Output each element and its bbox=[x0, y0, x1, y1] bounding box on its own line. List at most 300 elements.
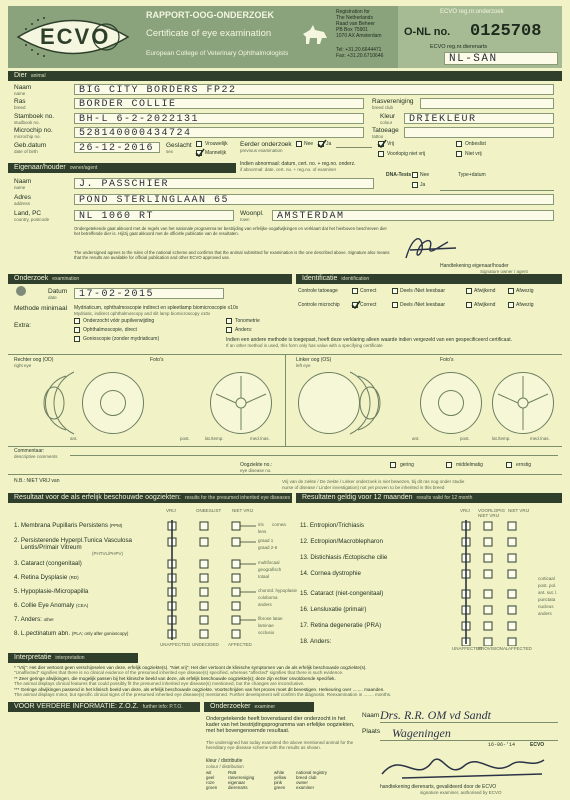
left-foot-unaffected: UNAFFECTED bbox=[160, 642, 191, 647]
right-row-15-name: Cataract (niet-congenitaal) bbox=[310, 590, 384, 597]
tat-afwezig-checkbox[interactable] bbox=[508, 288, 514, 294]
reg-line-2: Raad van Beheer bbox=[336, 21, 375, 27]
left-nv-cell-5 bbox=[232, 588, 240, 596]
section-examiner bbox=[204, 702, 314, 712]
dist-3-b: dierenarts bbox=[228, 785, 248, 790]
tat-afwijkend-label: Afwijkend bbox=[474, 288, 496, 294]
left-row-5-no: 5. bbox=[14, 588, 20, 595]
previous-no-label: Nee bbox=[304, 141, 314, 147]
right-col-voorlopig: VOORLOPIG NIET VRIJ bbox=[478, 508, 506, 518]
right-row-17 bbox=[300, 622, 381, 629]
middel-label: middelmatig bbox=[456, 462, 483, 468]
previous-no-checkbox[interactable] bbox=[296, 141, 302, 147]
os-fundus-vessels-icon bbox=[492, 372, 554, 434]
left-sub-geografisch: geografisch bbox=[258, 567, 282, 572]
rasvereniging-label: Rasvereniging bbox=[372, 98, 414, 105]
tonometrie-label: Tonometrie bbox=[235, 318, 260, 324]
right-vnv-cell-17 bbox=[484, 622, 492, 630]
chip-deels-label: Deels /Niet leesbaar bbox=[400, 302, 446, 308]
geslacht-sub: sex bbox=[166, 149, 174, 154]
right-vnv-cell-15 bbox=[484, 590, 492, 598]
further-info-nl: VOOR VERDERE INFORMATIE: Z.O.Z. bbox=[14, 703, 139, 710]
naam-sub: name bbox=[14, 91, 26, 96]
breed-club-field[interactable] bbox=[420, 98, 554, 109]
nb-label: N.B.: NIET VRIJ van bbox=[14, 478, 60, 484]
left-row-1 bbox=[14, 522, 122, 529]
nb-text-en: nurse of disease / Linder investigation) not yet proven to be inherited in this breed bbox=[282, 485, 445, 490]
dna-label: DNA-Tests bbox=[386, 172, 412, 178]
od-lens-profile-icon bbox=[14, 368, 84, 438]
left-row-8-name: L.pectinatum abn. bbox=[20, 630, 71, 637]
right-col-nietvrij: NIET VRIJ bbox=[508, 508, 530, 513]
extra-0-label: Onderzocht vóór pupilverwijding bbox=[83, 318, 155, 324]
comment-line-2 bbox=[8, 474, 562, 475]
tat-correct-checkbox[interactable] bbox=[352, 288, 358, 294]
commentaar-label: Commentaar: bbox=[14, 448, 45, 454]
left-row-7 bbox=[14, 616, 54, 623]
tat-afwijkend-checkbox[interactable] bbox=[466, 288, 472, 294]
methode-label: Methode minimaal bbox=[14, 305, 68, 312]
ecvo-vet-label: ECVO reg.nr.dierenarts bbox=[430, 44, 488, 50]
interp-line-1: "Unaffected" signifies that there is no clinical evidence of the presumed inherited eye disease(s) specified, whereas "affected" signifies that there is such evidence. bbox=[14, 670, 344, 676]
left-row-7-no: 7. bbox=[14, 616, 20, 623]
right-vnv-cell-13 bbox=[484, 554, 492, 562]
left-foot-affected: AFFECTED bbox=[228, 642, 252, 647]
right-row-16-no: 16. bbox=[300, 606, 309, 613]
section-owner-title: Eigenaar/houder bbox=[14, 164, 66, 171]
onbeslist-label: Onbeslist bbox=[465, 141, 486, 147]
female-checkbox[interactable] bbox=[196, 141, 202, 147]
section-ident bbox=[296, 274, 562, 284]
examiner-signature-icon bbox=[372, 744, 552, 788]
type-datum-label: Type+datum bbox=[458, 172, 486, 178]
owner-naam-label: Naam bbox=[14, 178, 32, 185]
examiner-name: Drs. R.R. OM vd Sandt bbox=[380, 708, 491, 722]
od-sub: right eye bbox=[14, 363, 32, 368]
dist-2-c: pink bbox=[274, 780, 283, 785]
results-right-title: Resultaten geldig voor 12 maanden bbox=[302, 494, 413, 501]
section-exam bbox=[8, 274, 292, 284]
left-col-onbeslist: ONBESLIST bbox=[196, 508, 222, 513]
footer-further-info bbox=[8, 702, 200, 712]
title-nl: RAPPORT-OOG-ONDERZOEK bbox=[146, 10, 275, 20]
kleur-label: Kleur bbox=[380, 113, 396, 120]
ecvo-vet-field[interactable]: NL-SAN bbox=[444, 52, 558, 65]
section-dier-title: Dier bbox=[14, 72, 27, 79]
org-en: European College of Veterinary Ophthalmologists bbox=[146, 50, 289, 57]
stamboek-label: Stamboek no. bbox=[14, 113, 55, 120]
colour-field[interactable]: DRIEKLEUR bbox=[404, 113, 554, 124]
right-row-14 bbox=[300, 570, 361, 577]
left-row-2-name: Persisterende Hyperpl.Tunica Vasculosa Lentis/Primair Vitreum bbox=[20, 537, 132, 551]
dob-field[interactable]: 26-12-2016 bbox=[74, 142, 160, 153]
breed-field[interactable]: BORDER COLLIE bbox=[74, 98, 364, 109]
right-results-grid bbox=[458, 516, 528, 646]
tonometrie-checkbox[interactable] bbox=[226, 318, 232, 324]
right-row-15-no: 15. bbox=[300, 590, 309, 597]
oogziekte-label: Oogziekte no.: bbox=[240, 462, 273, 468]
tattoo-field[interactable] bbox=[404, 127, 554, 138]
ernstig-label: ernstig bbox=[516, 462, 532, 468]
os-sub: left eye bbox=[296, 363, 311, 368]
woonpl-sub: town bbox=[240, 217, 250, 222]
left-row-2 bbox=[14, 537, 141, 551]
right-row-17-name: Retina degeneratie (PRA) bbox=[310, 622, 382, 629]
animal-name-field[interactable]: BIG CITY BORDERS FP22 bbox=[74, 84, 554, 95]
left-row-5-name: Hypoplasie-/Micropapilla bbox=[20, 588, 89, 595]
examiner-name-line bbox=[380, 722, 558, 723]
left-row-2-abbr: (PHTVL/PHPV) bbox=[92, 551, 124, 556]
examiner-en: examiner bbox=[254, 704, 276, 710]
os-front-pupil bbox=[438, 390, 464, 416]
left-row-5 bbox=[14, 588, 88, 595]
dist-3-c: green bbox=[274, 785, 286, 790]
section-exam-en: examination bbox=[52, 276, 80, 282]
datum-sub: date bbox=[48, 295, 57, 300]
owner-name-field[interactable]: J. PASSCHIER bbox=[74, 178, 374, 189]
right-row-12-name: Ectropion/Macroblepharon bbox=[310, 538, 383, 545]
chip-correct-label: Correct bbox=[360, 302, 377, 308]
os-ant: ant. bbox=[412, 436, 420, 441]
reg-line-0: Registration for bbox=[336, 9, 370, 15]
reg-line-4: 1070 AX Amsterdam bbox=[336, 33, 382, 39]
od-lat: lat./temp. bbox=[205, 436, 224, 441]
distribution-table bbox=[206, 770, 327, 790]
microchip-field[interactable]: 528140000434724 bbox=[74, 127, 364, 138]
regnr-label: ECVO reg.nr.onderzoek bbox=[440, 9, 504, 15]
controle-chip-label: Controle microchip bbox=[298, 302, 340, 308]
right-vnv-cell-18 bbox=[484, 638, 492, 646]
left-row-8 bbox=[14, 630, 128, 637]
nietvrij-label: Niet vrij bbox=[465, 151, 482, 157]
right-row-11 bbox=[300, 522, 364, 529]
eye-divider bbox=[285, 354, 286, 446]
left-sub-occlusio: occlusio bbox=[258, 630, 275, 635]
previous-line bbox=[336, 147, 372, 148]
extra-2-label: Gonioscopie (zonder mydriaticum) bbox=[83, 336, 160, 342]
dna-no-checkbox[interactable] bbox=[412, 172, 418, 178]
left-sub-lens: lens bbox=[258, 529, 267, 534]
right-foot-provisional: PROVISIONAL bbox=[478, 646, 509, 651]
right-row-13 bbox=[300, 554, 387, 561]
dna-yes-label: Ja bbox=[420, 182, 426, 188]
right-row-12-no: 12. bbox=[300, 538, 309, 545]
right-row-11-no: 11. bbox=[300, 522, 309, 529]
microchip-label: Microchip no. bbox=[14, 127, 53, 134]
dog-icon bbox=[300, 22, 330, 46]
andere-methode-en: If an other method is used, this form only has value with a specifying certificate bbox=[226, 343, 383, 348]
os-post: post. bbox=[460, 436, 470, 441]
title-en: Certificate of eye examination bbox=[146, 28, 272, 39]
right-vnv-cell-12 bbox=[484, 538, 492, 546]
left-row-3 bbox=[14, 560, 82, 567]
interpretation-text bbox=[14, 665, 562, 697]
od-label: Rechter oog (OD) bbox=[14, 357, 54, 363]
eerder-label: Eerder onderzoek bbox=[240, 141, 292, 148]
examiner-statement-en: The undersigned has today examined the above mentioned animal for the hereditary eye disease scheme with the results as shown. bbox=[206, 740, 354, 751]
right-row-11-name: Entropion/Trichiasis bbox=[309, 522, 364, 529]
right-vnv-cell-11 bbox=[484, 522, 492, 530]
dna-yes-checkbox[interactable] bbox=[412, 182, 418, 188]
left-sub-laminae: laminae bbox=[258, 623, 274, 628]
stamp-ecvo: ECVO bbox=[530, 742, 545, 748]
oogziekte-sub: eye disease no. bbox=[240, 468, 272, 473]
section-ident-en: identification bbox=[341, 276, 370, 282]
owner-signature-label: Handtekening eigenaar/houder bbox=[440, 263, 509, 269]
kleur-dist-label: kleur / distributie bbox=[206, 758, 243, 764]
right-nv-cell-11 bbox=[508, 522, 516, 530]
right-row-12 bbox=[300, 538, 383, 545]
methode-text-en: Mydriatic, indirect ophthalmoscopy and slit lamp biomicroscopy x10x bbox=[74, 311, 211, 316]
section-ident-title: Identificatie bbox=[302, 275, 338, 282]
abnormaal-label: Indien abnormaal: datum, cert. no. + reg.no. onderz. bbox=[240, 161, 356, 167]
od-ant: ant. bbox=[70, 436, 78, 441]
geb-label: Geb.datum bbox=[14, 142, 47, 149]
chip-deels-checkbox[interactable] bbox=[392, 302, 398, 308]
left-sub-coloboma: coloboma bbox=[258, 595, 278, 600]
section-results-right bbox=[296, 493, 562, 503]
left-row-4 bbox=[14, 574, 79, 581]
female-label: Vrouwelijk bbox=[205, 141, 228, 147]
examiner-place: Wageningen bbox=[392, 726, 451, 740]
male-label: Mannelijk bbox=[205, 150, 227, 156]
tat-deels-label: Deels /Niet leesbaar bbox=[400, 288, 446, 294]
regnr-value: 0125708 bbox=[470, 22, 542, 41]
anders-label: Anders: bbox=[235, 327, 253, 333]
left-nv-cell-4 bbox=[232, 574, 240, 582]
interpretation-en: interpretation bbox=[55, 655, 85, 661]
dna-line bbox=[440, 190, 554, 191]
abnormaal-sub: if abnormal: date, cert. no. + reg.no. of examiner bbox=[240, 167, 337, 172]
left-onb-cell-4 bbox=[200, 574, 208, 582]
right-row-16 bbox=[300, 606, 366, 613]
rasvereniging-sub: breed club bbox=[372, 105, 394, 110]
chip-afwezig-label: Afwezig bbox=[516, 302, 534, 308]
interp-line-3: The animal displays clinical features that could possibly fit the presumed inherited eye disease(s) mentioned, but the changes are inconclusive. bbox=[14, 681, 305, 687]
voorlopig-checkbox[interactable] bbox=[378, 151, 384, 157]
dist-1-d: breed club bbox=[296, 775, 317, 780]
left-sub-cornea: cornea bbox=[272, 522, 286, 527]
consent-nl: Ondergetekende gaat akkoord met de regels van het nationale programma ter bestrijding van erfelijke oogafwijkingen en verklaart dat het hierboven beschreven dier het betreffende dier is. Hij/zij gaat akkoord met de officiële publicatie van de resultaten. bbox=[74, 226, 387, 236]
ras-sub: breed bbox=[14, 105, 26, 110]
right-vnv-cell-14 bbox=[484, 570, 492, 578]
right-col-vrij: VRIJ bbox=[460, 508, 470, 513]
left-sub-fibrose: fibrose latae bbox=[258, 616, 283, 621]
examiner-place-line bbox=[380, 740, 558, 741]
reg-line-3: PB Box 75901 bbox=[336, 27, 368, 33]
eye-section-bottom bbox=[8, 446, 562, 447]
os-fundus bbox=[298, 372, 360, 434]
left-onb-cell-6 bbox=[200, 602, 208, 610]
datum-label: Datum bbox=[48, 288, 68, 295]
geb-sub: date of birth bbox=[14, 149, 38, 154]
stamp-date: 16-06-'14 bbox=[488, 742, 516, 748]
right-row-18-name: Anders: bbox=[310, 638, 332, 645]
town-field[interactable]: AMSTERDAM bbox=[272, 210, 554, 221]
reg-line-1: The Netherlands bbox=[336, 15, 373, 21]
vrij-check-icon bbox=[377, 139, 387, 149]
adres-label: Adres bbox=[14, 194, 31, 201]
left-row-8-no: 8. bbox=[14, 630, 20, 637]
left-row-1-name: Membrana Pupillaris Persistens bbox=[20, 522, 108, 529]
tatoeage-label: Tatoeage bbox=[372, 127, 399, 134]
cat-sub-1: post. pol. bbox=[538, 583, 557, 588]
right-nv-cell-13 bbox=[508, 554, 516, 562]
section-results-left bbox=[8, 493, 292, 503]
commentaar-sub: descriptive comments bbox=[14, 454, 58, 459]
extra-1-checkbox[interactable] bbox=[74, 327, 80, 333]
section-interpretation bbox=[8, 653, 138, 663]
dist-3-d: examiner bbox=[296, 785, 315, 790]
eerder-sub: previous examination bbox=[240, 148, 283, 153]
left-row-3-no: 3. bbox=[14, 560, 20, 567]
results-left-en: results for the presumed inherited eye diseases bbox=[184, 495, 290, 501]
further-info-en: further info: P.T.O. bbox=[142, 704, 183, 710]
dist-2-a: roze bbox=[206, 780, 215, 785]
kleur-sub: colour bbox=[380, 120, 393, 125]
left-row-1-no: 1. bbox=[14, 522, 20, 529]
right-row-14-name: Cornea dystrophie bbox=[310, 570, 361, 577]
right-nv-cell-14 bbox=[508, 570, 516, 578]
nietvrij-checkbox[interactable] bbox=[456, 151, 462, 157]
logo-text: ECVO bbox=[40, 24, 111, 49]
right-row-17-no: 17. bbox=[300, 622, 309, 629]
left-row-3-name: Cataract (congenitaal) bbox=[20, 560, 82, 567]
gering-checkbox[interactable] bbox=[390, 462, 396, 468]
onbeslist-checkbox[interactable] bbox=[456, 141, 462, 147]
od-med: med./nas. bbox=[250, 436, 270, 441]
dist-3-a: groen bbox=[206, 785, 218, 790]
punch-hole bbox=[16, 286, 26, 296]
ernstig-checkbox[interactable] bbox=[506, 462, 512, 468]
address-field[interactable]: POND STERLINGLAAN 65 bbox=[74, 194, 554, 205]
left-row-7-name: Anders: bbox=[20, 616, 42, 623]
dist-row-3 bbox=[206, 785, 327, 790]
left-col-vrij: VRIJ bbox=[166, 508, 176, 513]
owner-naam-sub: name bbox=[14, 185, 26, 190]
consent-en: The undersigned agrees to the rules of the national scheme and confirms that the animal submitted for examination is the one described above. Signature also means that the results are available for official publication and other ECVO approved use. bbox=[74, 250, 390, 260]
right-vnv-cell-16 bbox=[484, 606, 492, 614]
left-col-nietvrij: NIET VRIJ bbox=[232, 508, 254, 513]
left-nv-cell-8 bbox=[232, 630, 240, 638]
left-nv-cell-3 bbox=[232, 560, 240, 568]
left-row-8-abbr: (PLA; only after gonioscopy) bbox=[71, 631, 129, 636]
ras-label: Ras bbox=[14, 98, 26, 105]
left-row-4-no: 4. bbox=[14, 574, 20, 581]
middel-checkbox[interactable] bbox=[446, 462, 452, 468]
chip-afwijkend-checkbox[interactable] bbox=[466, 302, 472, 308]
interp-line-5: The animal displays minor, but specific clinical signs of the presumed inherited eye disease(s) mentioned. Further development will confirm the diagnosis. Reexamination in ........ months. bbox=[14, 692, 392, 698]
dist-0-b: RvB bbox=[228, 770, 237, 775]
left-sub-anders: anders bbox=[258, 602, 272, 607]
nb-text: Vrij van de ziekte / De ziekte / Linker onderzoek is niet bewezen, bij dit ras nog onder studie bbox=[282, 479, 465, 484]
left-row-6-name: Collie Eye Anomaly bbox=[20, 602, 75, 609]
dna-no-label: Nee bbox=[420, 172, 430, 178]
interpretation-title: Interpretatie bbox=[14, 654, 52, 661]
tat-afwezig-label: Afwezig bbox=[516, 288, 534, 294]
owner-signature-sub: Signature owner / agent bbox=[480, 269, 528, 274]
right-row-16-name: Lensluxatie (primair) bbox=[310, 606, 367, 613]
results-left-title: Resultaat voor de als erfelijk beschouwde oogziekten: bbox=[14, 494, 181, 501]
left-row-1-abbr: (PPM) bbox=[109, 523, 123, 528]
left-sub-multifocaal: multifocaal bbox=[258, 560, 280, 565]
left-foot-undecided: UNDECIDED bbox=[192, 642, 219, 647]
extra-2-checkbox[interactable] bbox=[74, 336, 80, 342]
examiner-signature-sub: signature examiner, authorised by ECVO bbox=[420, 790, 502, 795]
left-onb-cell-5 bbox=[200, 588, 208, 596]
left-onb-cell-7 bbox=[200, 616, 208, 624]
left-onb-cell-3 bbox=[200, 560, 208, 568]
dist-2-b: eigenaar bbox=[228, 780, 246, 785]
right-nv-cell-16 bbox=[508, 606, 516, 614]
cat-sub-3: punctata bbox=[538, 597, 556, 602]
section-exam-title: Onderzoek bbox=[14, 275, 49, 282]
vrij-label: Vrij bbox=[387, 141, 395, 147]
cat-sub-5: anders bbox=[538, 611, 552, 616]
extra-0-checkbox[interactable] bbox=[74, 318, 80, 324]
andere-methode: Indien een andere methode is toegepast, heeft deze verklaring alleen waarde indien vergezeld van een gespecificeerd certificaat. bbox=[226, 337, 513, 343]
section-owner bbox=[8, 163, 236, 173]
os-lat: lat./temp. bbox=[492, 436, 511, 441]
tat-deels-checkbox[interactable] bbox=[392, 288, 398, 294]
dist-0-a: wit bbox=[206, 770, 212, 775]
examiner-signature-label: handtekening dierenarts, gevalideerd door de ECVO bbox=[380, 784, 497, 790]
os-label: Linker oog (OS) bbox=[296, 357, 332, 363]
dist-0-d: national registry bbox=[296, 770, 327, 775]
tatoeage-sub: tattoo bbox=[372, 134, 384, 139]
microchip-sub: microchip no. bbox=[14, 134, 41, 139]
country-postcode-field[interactable]: NL 1060 RT bbox=[74, 210, 234, 221]
right-row-18-no: 18. bbox=[300, 638, 309, 645]
kleur-dist-sub: colour / distribution bbox=[206, 764, 244, 769]
dist-1-a: geel bbox=[206, 775, 215, 780]
dist-0-c: white bbox=[274, 770, 285, 775]
right-foot-affected: AFFECTED bbox=[508, 646, 532, 651]
anders-checkbox[interactable] bbox=[226, 327, 232, 333]
right-row-15 bbox=[300, 590, 383, 597]
right-row-14-no: 14. bbox=[300, 570, 309, 577]
fax: Fax: +31.20.6710646 bbox=[336, 53, 384, 59]
left-row-4-abbr: (RD) bbox=[69, 575, 79, 580]
registration-block bbox=[336, 9, 394, 59]
studbook-field[interactable]: BH-L 6-2-2022131 bbox=[74, 113, 364, 124]
os-med: med./nas. bbox=[530, 436, 550, 441]
left-onb-cell-1 bbox=[200, 522, 208, 530]
cat-sub-0: corticaal bbox=[538, 576, 555, 581]
chip-afwijkend-label: Afwijkend bbox=[474, 302, 496, 308]
dist-1-c: yellow bbox=[274, 775, 287, 780]
male-check-icon bbox=[195, 148, 205, 158]
od-post: post. bbox=[180, 436, 190, 441]
extra-label: Extra: bbox=[14, 322, 31, 329]
left-row-2-no: 2. bbox=[14, 537, 20, 544]
land-sub: country, postcode bbox=[14, 217, 50, 222]
dist-1-b: rasvereniging bbox=[228, 775, 255, 780]
examiner-plaats-label: Plaats bbox=[362, 728, 381, 735]
left-sub-choroid: choroïd. hypoplasie bbox=[258, 588, 298, 593]
right-nv-cell-17 bbox=[508, 622, 516, 630]
exam-date-field[interactable]: 17-02-2015 bbox=[74, 288, 224, 299]
stamboek-sub: studbook no. bbox=[14, 120, 40, 125]
right-row-13-name: Distichiasis /Ectopische cilie bbox=[310, 554, 388, 561]
left-sub-iris: iris bbox=[258, 522, 264, 527]
left-sub-graad2: graad 2-6 bbox=[258, 545, 278, 550]
left-onb-cell-2 bbox=[200, 538, 208, 546]
chip-afwezig-checkbox[interactable] bbox=[508, 302, 514, 308]
woonpl-label: Woonpl. bbox=[240, 210, 264, 217]
left-sub-graad1: graad 1 bbox=[258, 538, 274, 543]
dist-2-d: owner bbox=[296, 780, 308, 785]
